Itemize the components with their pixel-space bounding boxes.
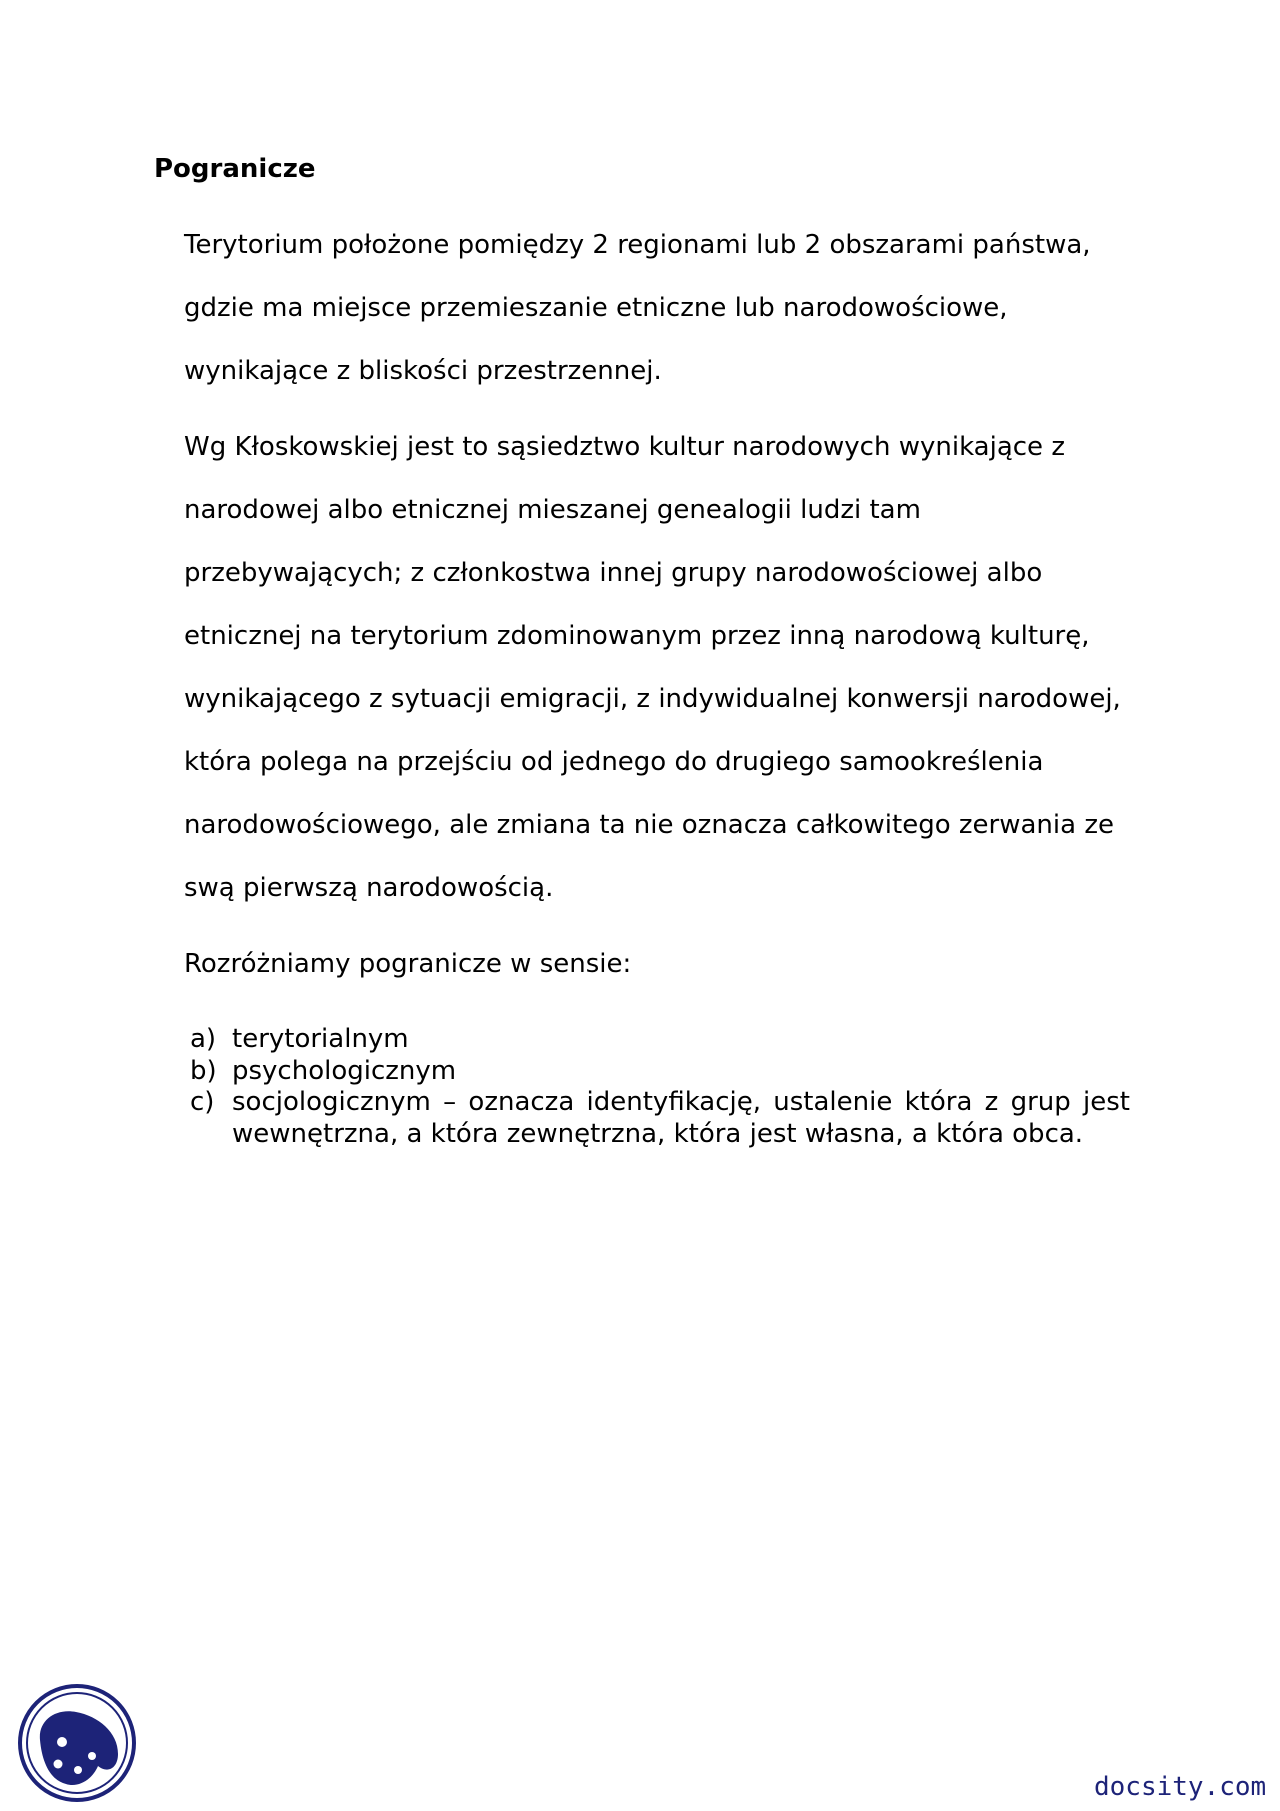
paragraph-1-line-2: gdzie ma miejsce przemieszanie etniczne lub narodowościowe, [184,293,1008,323]
list-item [190,1024,1130,1056]
list-item-text: terytorialnym [232,1024,409,1054]
list-item [190,1087,1130,1150]
paragraph-3: Rozróżniamy pogranicze w sensie: [184,949,632,979]
paragraph-2-line-1: Wg Kłoskowskiej jest to sąsiedztwo kultur narodowych wynikające z [184,432,1065,462]
list-item-text: psychologicznym [232,1055,457,1086]
list-marker: c) [190,1087,215,1117]
list-marker: a) [190,1024,217,1054]
docsity-brand-text[interactable]: docsity.com [1094,1772,1267,1802]
paragraph-2-line-3: przebywających; z członkostwa innej grupy narodowościowej albo [184,558,1043,588]
paragraph-2-line-6: która polega na przejściu od jednego do drugiego samookreślenia [184,747,1044,777]
sense-list [190,1024,1130,1150]
docsity-logo-icon[interactable] [18,1684,136,1802]
paragraph-1-line-3: wynikające z bliskości przestrzennej. [184,356,662,386]
paragraph-2-line-8: swą pierwszą narodowością. [184,873,554,903]
paragraph-2-line-5: wynikającego z sytuacji emigracji, z indywidualnej konwersji narodowej, [184,684,1121,714]
paragraph-2-line-2: narodowej albo etnicznej mieszanej genealogii ludzi tam [184,495,921,525]
paragraph-2-line-7: narodowościowego, ale zmiana ta nie oznacza całkowitego zerwania ze [184,810,1114,840]
list-marker: b) [190,1055,217,1086]
document-title: Pogranicze [154,154,316,184]
list-item [190,1056,1130,1088]
list-item-text: socjologicznym – oznacza identyfikację, ustalenie która z grup jest wewnętrzna, a która zewnętrzna, która jest własna, a która obca. [232,1087,1130,1149]
paragraph-2-line-4: etnicznej na terytorium zdominowanym przez inną narodową kulturę, [184,621,1090,651]
paragraph-1-line-1: Terytorium położone pomiędzy 2 regionami lub 2 obszarami państwa, [184,230,1091,260]
